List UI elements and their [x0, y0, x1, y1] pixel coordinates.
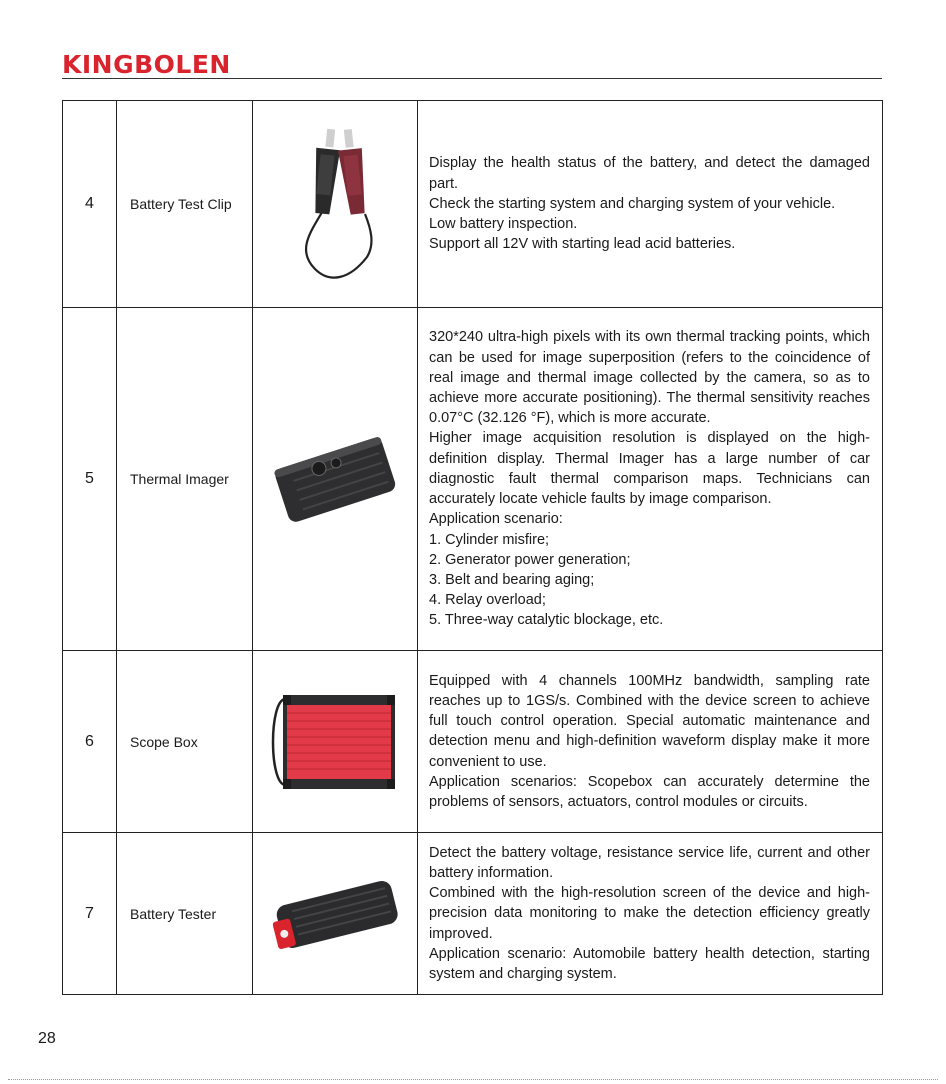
product-name: Scope Box: [117, 651, 253, 833]
brand-logo: KINGBOLEN: [62, 50, 231, 79]
description-line: Application scenarios: Scopebox can accurately determine the problems of sensors, actuators, control modules or circuits.: [429, 773, 870, 810]
description-line: Detect the battery voltage, resistance service life, current and other battery information.: [429, 844, 870, 881]
product-name: Thermal Imager: [117, 308, 253, 651]
description-line: 5. Three-way catalytic blockage, etc.: [429, 612, 664, 629]
page-number: 28: [38, 1030, 56, 1047]
product-spec-table: [62, 100, 883, 995]
thermal-imager-image: [253, 308, 418, 651]
table-row: [63, 101, 883, 308]
description-line: Check the starting system and charging system of your vehicle.: [429, 195, 836, 212]
description-line: 320*240 ultra-high pixels with its own thermal tracking points, which can be used for image superposition (refers to the coincidence of real image and thermal image collected by the camera, so as to achieve more accurate positioning). The thermal sensitivity reaches 0.07°C (32.126 °F), which is more accurate.: [429, 329, 870, 427]
description-line: Application scenario:: [429, 511, 563, 528]
table-row: [63, 651, 883, 833]
description-line: Higher image acquisition resolution is displayed on the high-definition display. Thermal Imager has a large number of car diagnostic fault thermal comparison maps. Technicians can accurately locate vehicle faults by image comparison.: [429, 430, 870, 508]
product-description: [418, 833, 883, 995]
battery-test-clip-image: [253, 101, 418, 308]
description-line: 3. Belt and bearing aging;: [429, 571, 595, 588]
table-row: [63, 308, 883, 651]
description-line: Application scenario: Automobile battery health detection, starting system and charging system.: [429, 945, 870, 982]
description-line: Equipped with 4 channels 100MHz bandwidth, sampling rate reaches up to 1GS/s. Combined with the device screen to achieve full touch control operation. Special automatic maintenance and detection menu and high-definition waveform display make it more convenient to use.: [429, 672, 870, 770]
product-description: [418, 308, 883, 651]
row-number: 7: [63, 833, 117, 995]
scope-box-image: [253, 651, 418, 833]
description-line: Combined with the high-resolution screen of the device and high-precision data monitoring to make the detection efficiency greatly improved.: [429, 885, 870, 942]
row-number: 5: [63, 308, 117, 651]
product-description: [418, 651, 883, 833]
description-line: Low battery inspection.: [429, 216, 578, 233]
header-divider: [62, 78, 882, 79]
description-line: 4. Relay overload;: [429, 592, 546, 609]
description-line: 1. Cylinder misfire;: [429, 531, 550, 548]
table-row: [63, 833, 883, 995]
product-description: [418, 101, 883, 308]
row-number: 4: [63, 101, 117, 308]
page-bottom-divider: [8, 1079, 938, 1080]
description-line: Display the health status of the battery, and detect the damaged part.: [429, 155, 870, 192]
product-name: Battery Tester: [117, 833, 253, 995]
battery-tester-image: [253, 833, 418, 995]
row-number: 6: [63, 651, 117, 833]
product-name: Battery Test Clip: [117, 101, 253, 308]
description-line: 2. Generator power generation;: [429, 551, 631, 568]
description-line: Support all 12V with starting lead acid batteries.: [429, 236, 736, 253]
